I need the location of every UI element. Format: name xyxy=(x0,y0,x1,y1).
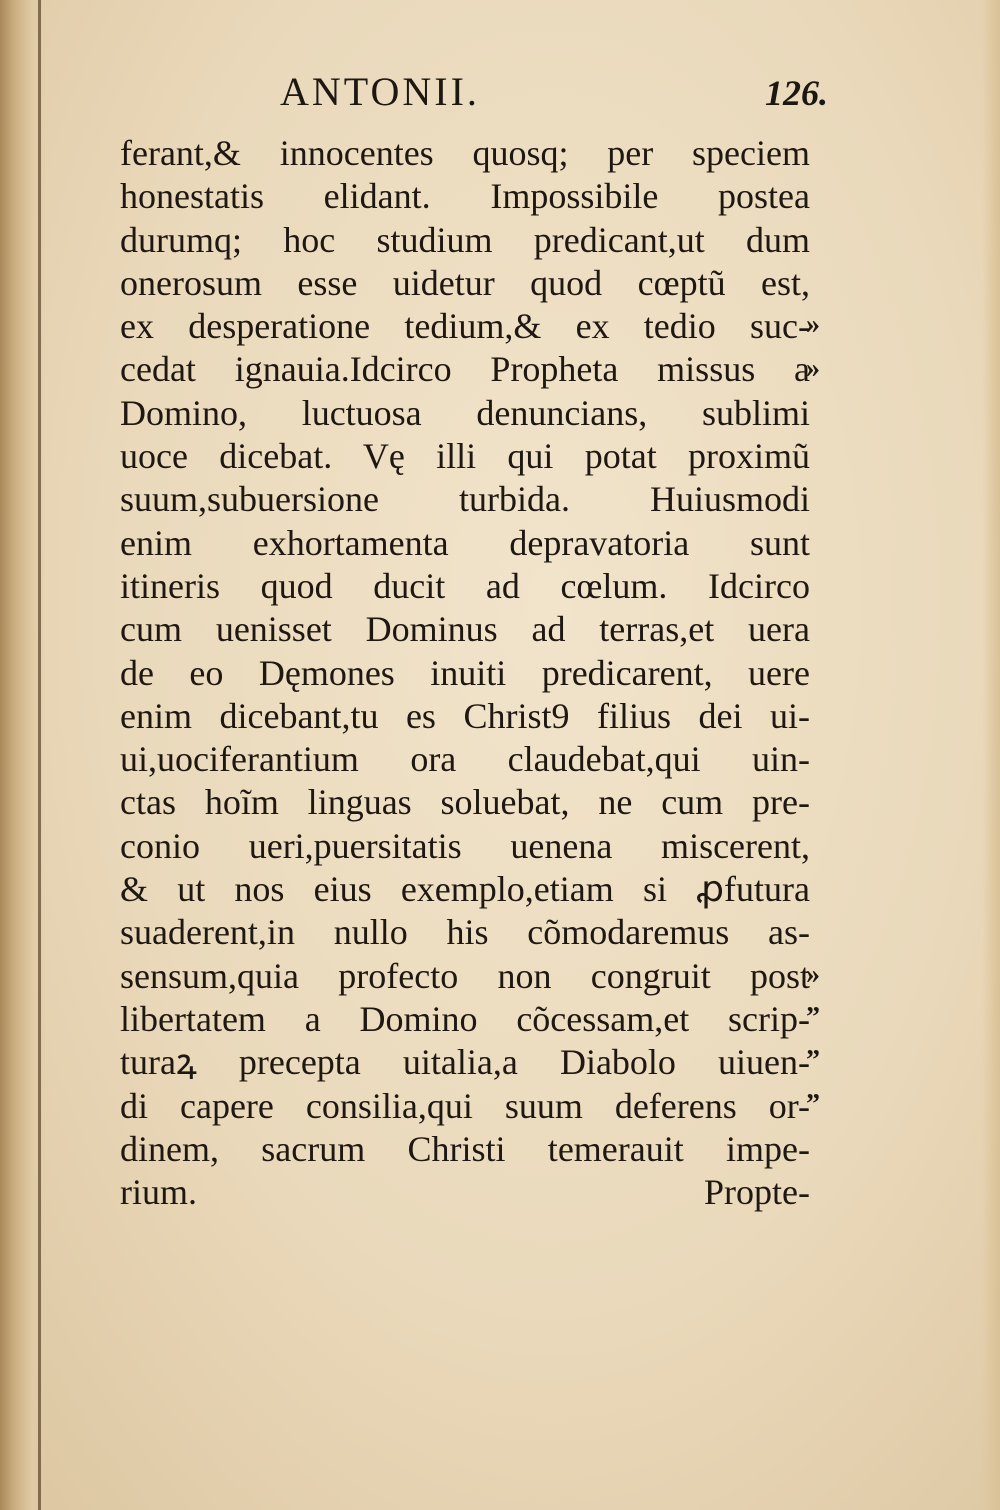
text-line: sensum,quia profecto non congruit post xyxy=(120,955,810,996)
text-line-last xyxy=(120,1171,810,1214)
text-line: itineris quod ducit ad cœlum. Idcirco xyxy=(120,565,810,606)
margin-mark: » xyxy=(806,958,820,990)
text-line: cum uenisset Dominus ad terras,et uera xyxy=(120,609,810,650)
text-line: ui,uociferantium ora claudebat,qui uin- xyxy=(120,739,810,780)
text-line: di capere consilia,qui suum deferens or- xyxy=(120,1085,810,1126)
text-line: Domino, luctuosa denuncians, sublimi xyxy=(120,392,810,433)
catchword: Propte- xyxy=(704,1172,810,1213)
text-line: ex desperatione tedium,& ex tedio suc- xyxy=(120,306,810,347)
text-line: ctas hoĩm linguas soluebat, ne cum pre- xyxy=(120,782,810,823)
page-edge xyxy=(982,0,1000,1510)
text-line: suaderent,in nullo his cõmodaremus as- xyxy=(120,912,810,953)
margin-mark: » xyxy=(806,352,820,384)
text-line: enim exhortamenta depravatoria sunt xyxy=(120,522,810,563)
text-line: cedat ignauia.Idcirco Propheta missus a xyxy=(120,349,810,390)
text-line: enim dicebant,tu es Christ9 filius dei ui- xyxy=(120,695,810,736)
text-line: suum,subuersione turbida. Huiusmodi xyxy=(120,479,810,520)
text-line: ferant,& innocentes quosq; per speciem xyxy=(120,133,810,173)
running-title: ANTONII. xyxy=(280,69,480,114)
last-line-text: rium. xyxy=(120,1172,197,1213)
page-number: 126. xyxy=(765,73,828,113)
text-line: & ut nos eius exemplo,etiam si ꝓfutura xyxy=(120,869,810,910)
text-line: uoce dicebat. Vę illi qui potat proximũ xyxy=(120,436,810,477)
text-line: dinem, sacrum Christi temerauit impe- xyxy=(120,1128,810,1169)
page-header xyxy=(120,68,828,128)
margin-mark: ” xyxy=(806,1002,820,1033)
text-line: libertatem a Domino cõcessam,et scrip- xyxy=(120,998,810,1039)
text-line: conio ueri,puersitatis uenena miscerent, xyxy=(120,825,810,866)
text-line: turaꝝ precepta uitalia,a Diabolo uiuen- xyxy=(120,1042,810,1083)
margin-mark: » xyxy=(806,309,820,341)
text-line: durumq; hoc studium predicant,ut dum xyxy=(120,219,810,260)
margin-mark: ” xyxy=(806,1045,820,1077)
text-block xyxy=(120,132,810,1214)
text-line: de eo Dęmones inuiti predicarent, uere xyxy=(120,652,810,693)
binding-edge xyxy=(38,0,41,1510)
text-line: onerosum esse uidetur quod cœptũ est, xyxy=(120,262,810,303)
margin-mark: ” xyxy=(806,1088,820,1120)
text-line: honestatis elidant. Impossibile postea xyxy=(120,176,810,217)
